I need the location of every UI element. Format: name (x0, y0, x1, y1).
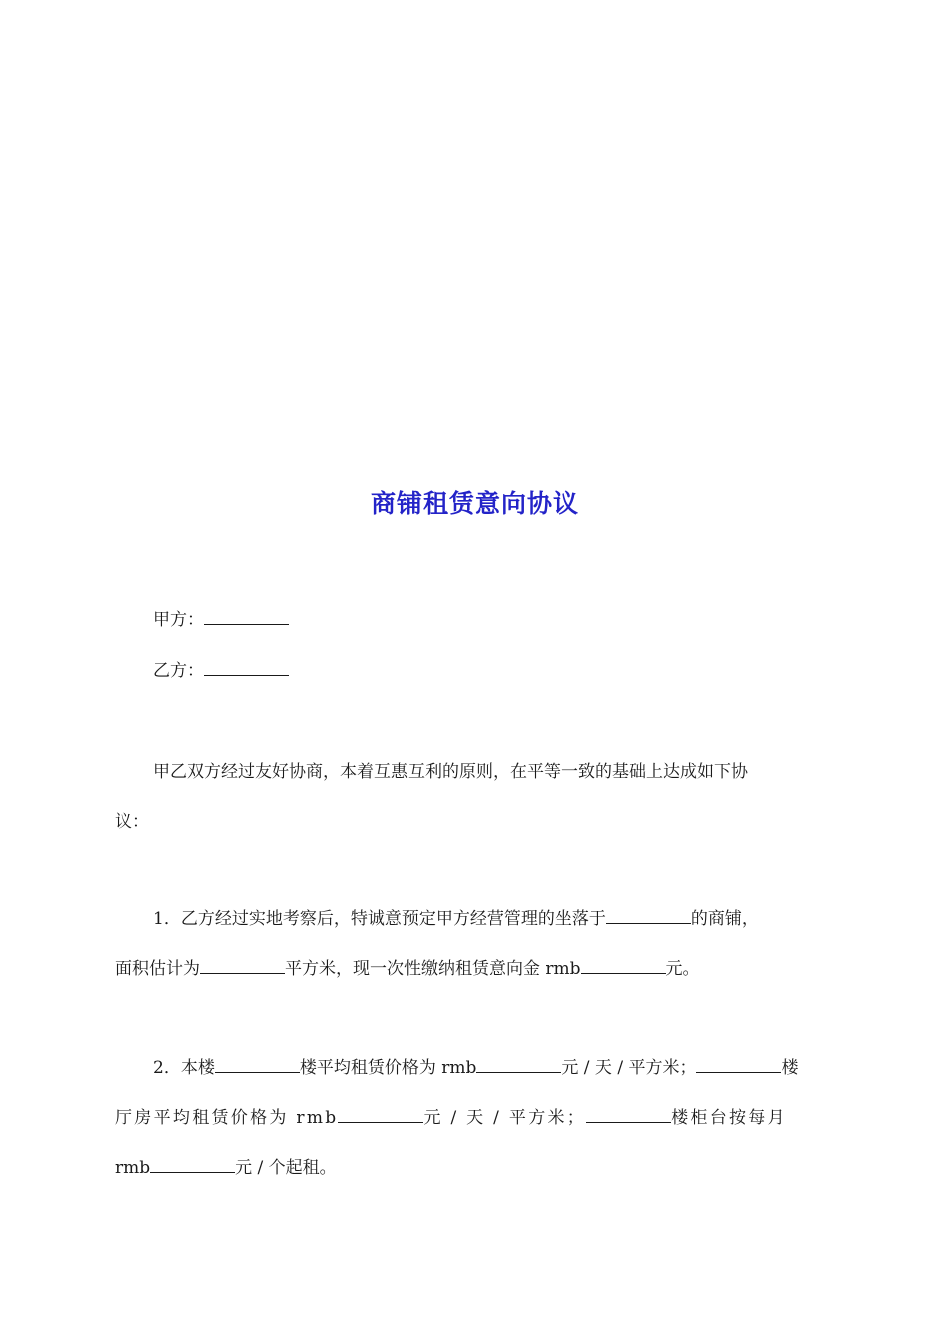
clause-1-text-e: 元。 (665, 959, 700, 979)
clause-2-text-e: 厅房平均租赁价格为 rmb (115, 1108, 339, 1128)
clause-1-text-d: 平方米，现一次性缴纳租赁意向金 rmb (285, 959, 581, 979)
intro-line-1: 甲乙双方经过友好协商，本着互惠互利的原则，在平等一致的基础上达成如下协 (153, 762, 748, 782)
document-title: 商铺租赁意向协议 (370, 489, 579, 518)
clause-2-floor-blank-1 (215, 1055, 300, 1073)
intro-line-2: 议： (115, 812, 149, 832)
clause-2-counter-blank (150, 1155, 235, 1173)
clause-1-location-blank (606, 906, 691, 924)
clause-2-price-blank-1 (476, 1055, 561, 1073)
clause-1-text-a: 1．乙方经过实地考察后，特诚意预定甲方经营管理的坐落于 (153, 909, 606, 929)
clause-1-text-b: 的商铺， (690, 909, 759, 929)
clause-2-floor-blank-2 (696, 1055, 781, 1073)
clause-2-text-d: 楼 (781, 1058, 799, 1078)
party-a-line (153, 607, 289, 632)
clause-1-area-blank (200, 956, 285, 974)
clause-2-text-b: 楼平均租赁价格为 rmb (299, 1058, 477, 1078)
clause-1-text-c: 面积估计为 (115, 959, 200, 979)
clause-2-text-i: 元 / 个起租。 (235, 1158, 337, 1178)
party-a-label: 甲方： (153, 610, 204, 630)
clause-2-text-h: rmb (115, 1158, 151, 1178)
clause-2-line-3 (115, 1155, 337, 1180)
clause-2-text-f: 元 / 天 / 平方米； (423, 1108, 587, 1128)
clause-2-floor-blank-3 (586, 1105, 671, 1123)
party-b-blank (204, 658, 289, 676)
clause-2-line-1 (153, 1055, 798, 1080)
clause-2-text-c: 元 / 天 / 平方米； (561, 1058, 697, 1078)
clause-2-text-a: 2．本楼 (153, 1058, 215, 1078)
party-a-blank (204, 607, 289, 625)
clause-2-price-blank-2 (338, 1105, 423, 1123)
clause-2-text-g: 楼柜台按每月 (671, 1108, 787, 1128)
clause-2-line-2 (115, 1105, 787, 1130)
party-b-line (153, 658, 289, 683)
clause-1-deposit-blank (581, 956, 666, 974)
clause-1-line-2 (115, 956, 700, 981)
party-b-label: 乙方： (153, 661, 204, 681)
clause-1-line-1 (153, 906, 759, 931)
